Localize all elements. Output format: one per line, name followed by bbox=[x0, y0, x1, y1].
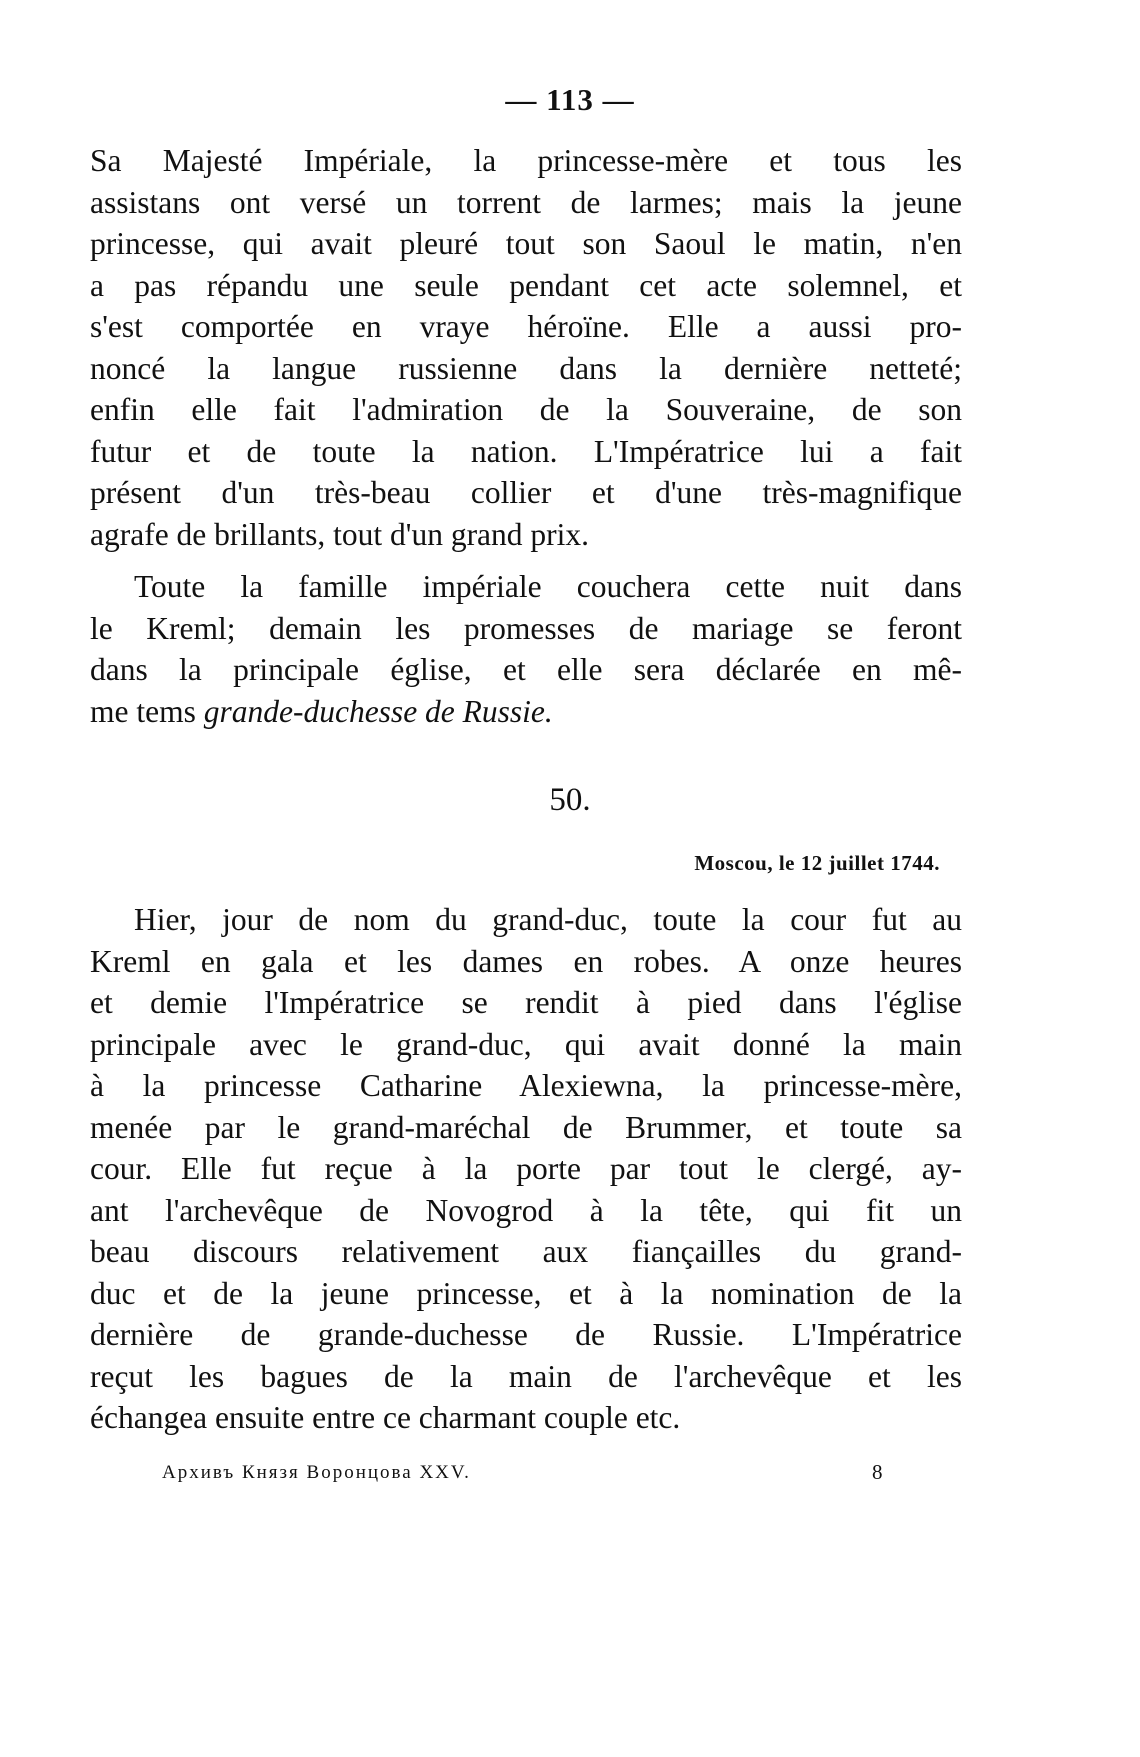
text-line: Hier, jour de nom du grand-duc, toute la cour fut au bbox=[134, 902, 962, 937]
text-line: le Kreml; demain les promesses de mariage se feront bbox=[90, 610, 962, 646]
text-line: Sa Majesté Impériale, la princesse-mère et tous les bbox=[90, 143, 962, 178]
text-line: et demie l'Impératrice se rendit à pied dans l'église bbox=[90, 985, 962, 1020]
text-line: reçut les bagues de la main de l'archevêque et les bbox=[90, 1358, 962, 1394]
text-line: agrafe de brillants, tout d'un grand prix. bbox=[90, 516, 590, 552]
text-line: dans la principale église, et elle sera déclarée en mê- bbox=[90, 652, 962, 687]
text-line: menée par le grand-maréchal de Brummer, et toute sa bbox=[90, 1109, 962, 1145]
text-line: enfin elle fait l'admiration de la Souveraine, de son bbox=[90, 392, 962, 427]
letter-dateline: Moscou, le 12 juillet 1744. bbox=[694, 851, 940, 875]
text-line: cour. Elle fut reçue à la porte par tout le clergé, ay- bbox=[90, 1151, 962, 1186]
text-line: s'est comportée en vraye héroïne. Elle a aussi pro- bbox=[90, 309, 962, 344]
text-line: Kreml en gala et les dames en robes. A onze heures bbox=[90, 943, 962, 979]
text-line: échangea ensuite entre ce charmant couple etc. bbox=[90, 1400, 681, 1435]
text-line: assistans ont versé un torrent de larmes; mais la jeune bbox=[90, 184, 962, 220]
title-italic: grande-duchesse de Russie. bbox=[203, 693, 553, 729]
letter-number: 50. bbox=[549, 782, 591, 818]
text-line: princesse, qui avait pleuré tout son Saoul le matin, n'en bbox=[90, 226, 962, 261]
footer-archive-signature: Архивъ Князя Воронцова XXV. bbox=[162, 1462, 471, 1483]
text-line: noncé la langue russienne dans la dernière netteté; bbox=[90, 350, 962, 386]
text-line: futur et de toute la nation. L'Impératrice lui a fait bbox=[90, 433, 962, 469]
page-number: — 113 — bbox=[505, 82, 635, 117]
letter-paragraph bbox=[90, 899, 962, 1439]
text-line: duc et de la jeune princesse, et à la nomination de la bbox=[90, 1275, 962, 1311]
text-line: a pas répandu une seule pendant cet acte solemnel, et bbox=[90, 267, 962, 303]
text-line: ant l'archevêque de Novogrod à la tête, qui fit un bbox=[90, 1192, 962, 1228]
paragraph-continued bbox=[90, 140, 962, 555]
text-line: dernière de grande-duchesse de Russie. L'Impératrice bbox=[90, 1317, 962, 1352]
text-plain: me tems bbox=[90, 693, 204, 729]
paragraph-kreml bbox=[90, 566, 962, 732]
text-line: beau discours relativement aux fiançailles du grand- bbox=[90, 1234, 962, 1269]
text-line: présent d'un très-beau collier et d'une très-magnifique bbox=[90, 475, 962, 510]
footer-sheet-number: 8 bbox=[872, 1460, 883, 1484]
text-line-final bbox=[90, 691, 962, 733]
text-line: à la princesse Catharine Alexiewna, la princesse-mère, bbox=[90, 1068, 962, 1103]
text-line: principale avec le grand-duc, qui avait donné la main bbox=[90, 1026, 962, 1062]
text-line: Toute la famille impériale couchera cette nuit dans bbox=[134, 569, 962, 604]
